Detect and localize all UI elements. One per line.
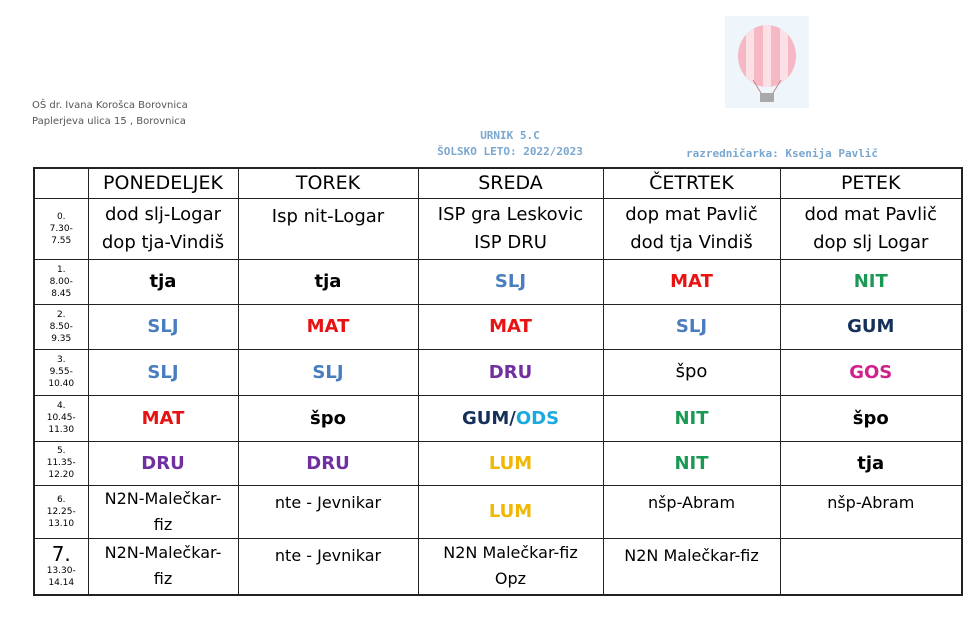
lesson-line: N2N Malečkar-fiz [443,543,578,563]
lesson-line: ISP DRU [474,231,547,253]
lesson-line: Isp nit-Logar [271,205,385,227]
lesson-line: Opz [494,569,527,589]
hour-cell [34,259,88,304]
hour-number: 7. [51,542,71,567]
lesson-cell [780,198,962,259]
hour-start: 7.30- [49,223,73,234]
lesson-line: dod tja Vindiš [630,231,753,253]
lesson-cell: NIT [603,441,780,485]
day-tuesday: TOREK [238,168,418,198]
lesson-line: fiz [153,569,173,589]
lesson-cell: špo [603,349,780,395]
lesson-cell: MAT [88,395,238,441]
day-friday: PETEK [780,168,962,198]
school-name: OŠ dr. Ivana Korošca Borovnica [32,100,188,111]
day-thursday: ČETRTEK [603,168,780,198]
lesson-line: dop mat Pavlič [625,203,758,225]
lesson-cell: tja [238,259,418,304]
hour-end: 14.14 [48,578,75,589]
lesson-cell: GUM [780,304,962,349]
lesson-line: dod slj-Logar [104,203,222,225]
hour-cell [34,304,88,349]
lesson-line: dop tja-Vindiš [101,231,225,253]
lesson-cell: DRU [238,441,418,485]
hour-number: 5. [56,446,66,456]
hour-end: 11.30 [48,425,75,435]
lesson-cell: špo [238,395,418,441]
hour-end: 9.35 [51,333,72,344]
lesson-line: N2N-Malečkar- [104,543,222,563]
hour-end: 10.40 [48,379,75,389]
hour-start: 13.30- [46,566,76,577]
corner-cell [34,168,88,198]
lesson-cell: SLJ [88,304,238,349]
hour-number: 6. [56,494,66,505]
lesson-cell: N2N Malečkar-fiz [603,538,780,595]
table-row [34,538,962,595]
class-teacher: razredničarka: Ksenija Pavlič [686,147,879,160]
hour-number: 4. [56,401,66,411]
hot-air-balloon-icon [725,16,809,108]
school-year: ŠOLSKO LETO: 2022/2023 [437,145,583,158]
table-row [34,349,962,395]
table-row [34,304,962,349]
lesson-cell: nšp-Abram [603,485,780,538]
lesson-cell [88,485,238,538]
lesson-cell: tja [88,259,238,304]
table-row [34,259,962,304]
lesson-cell: SLJ [418,259,603,304]
hour-number: 0. [56,211,66,222]
lesson-cell [88,538,238,595]
lesson-line: dod mat Pavlič [804,203,938,225]
hour-start: 8.00- [49,276,73,287]
lesson-cell: tja [780,441,962,485]
lesson-cell [418,198,603,259]
table-row [34,198,962,259]
hour-number: 3. [56,355,66,365]
lesson-cell: špo [780,395,962,441]
hour-start: 12.25- [46,506,76,517]
lesson-cell: GOS [780,349,962,395]
subject-gum: GUM [461,407,510,429]
hour-cell [34,441,88,485]
lesson-cell [418,538,603,595]
hour-cell [34,198,88,259]
hour-end: 7.55 [51,235,72,246]
lesson-cell [603,198,780,259]
timetable [33,167,963,596]
lesson-cell: NIT [603,395,780,441]
lesson-cell: nte - Jevnikar [238,538,418,595]
lesson-cell: MAT [238,304,418,349]
lesson-cell [88,198,238,259]
hour-cell [34,395,88,441]
hour-cell [34,538,88,595]
day-wednesday: SREDA [418,168,603,198]
lesson-line: dop slj Logar [813,231,929,253]
lesson-cell: nte - Jevnikar [238,485,418,538]
lesson-cell: NIT [780,259,962,304]
table-row [34,395,962,441]
hour-cell [34,485,88,538]
subject-ods: ODS [515,407,560,429]
lesson-cell: LUM [418,441,603,485]
lesson-cell: SLJ [238,349,418,395]
table-row [34,485,962,538]
balloon-image [725,16,809,108]
hour-start: 8.50- [49,321,73,332]
lesson-line: N2N-Malečkar- [104,488,222,508]
hour-start: 9.55- [49,367,73,377]
lesson-cell: MAT [603,259,780,304]
subject-separator: / [509,407,516,429]
lesson-cell: MAT [418,304,603,349]
day-monday: PONEDELJEK [88,168,238,198]
lesson-cell [238,198,418,259]
hour-start: 10.45- [46,413,76,423]
lesson-line: ISP gra Leskovic [437,203,584,225]
header-row [34,168,962,198]
school-address: Paplerjeva ulica 15 , Borovnica [32,116,186,127]
lesson-cell: LUM [418,485,603,538]
lesson-cell: DRU [418,349,603,395]
lesson-cell [418,395,603,441]
school-info [32,98,188,130]
lesson-cell: SLJ [88,349,238,395]
hour-end: 12.20 [48,470,75,480]
schedule-title: URNIK 5.C [480,129,540,142]
lesson-cell: nšp-Abram [780,485,962,538]
hour-start: 11.35- [46,458,76,468]
hour-number: 1. [56,264,66,275]
hour-end: 8.45 [51,288,72,299]
hour-number: 2. [56,309,66,320]
lesson-cell [780,538,962,595]
lesson-line: fiz [153,514,173,534]
table-row [34,441,962,485]
hour-cell [34,349,88,395]
schedule-heading [380,128,640,160]
lesson-cell: DRU [88,441,238,485]
lesson-cell: SLJ [603,304,780,349]
hour-end: 13.10 [48,518,75,529]
